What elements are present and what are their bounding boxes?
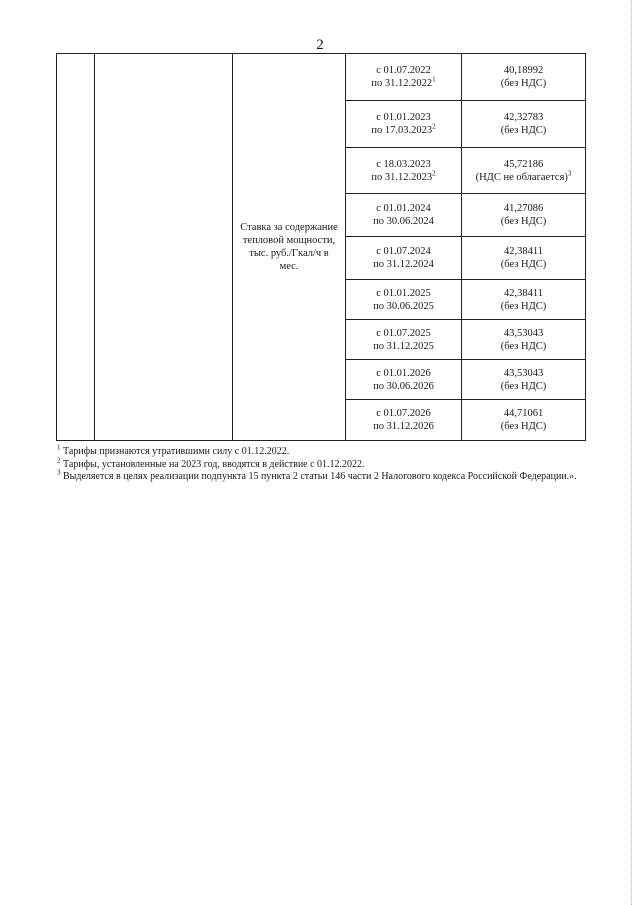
period-to: по 17.03.2023 xyxy=(371,125,433,136)
footnote-ref: 3 xyxy=(567,169,572,177)
period-to: по 31.12.2024 xyxy=(373,259,434,270)
vat-note: (без НДС) xyxy=(500,300,547,312)
period-to: по 30.06.2024 xyxy=(373,216,434,227)
footnote-ref: 1 xyxy=(432,75,436,84)
period-from: с 01.07.2022 xyxy=(376,65,431,76)
footnote-ref: 2 xyxy=(432,122,436,131)
rate-value: 42,38411 xyxy=(504,287,543,299)
period-cell xyxy=(346,101,462,148)
footnote-text: Выделяется в целях реализации подпункта 15 пункта 2 статьи 146 части 2 Налогового кодекса Российской Федерации.». xyxy=(60,471,577,482)
period-cell xyxy=(346,148,462,194)
rate-value: 45,72186 xyxy=(503,158,544,170)
period-cell xyxy=(346,360,462,400)
period-cell xyxy=(346,400,462,441)
page-edge-line xyxy=(631,0,632,905)
rate-value: 41,27086 xyxy=(503,203,544,214)
period-to: по 31.12.2025 xyxy=(373,340,434,352)
footnote-text: Тарифы, установленные на 2023 год, вводятся в действие с 01.12.2022. xyxy=(60,458,365,470)
period-from: с 01.01.2026 xyxy=(376,367,431,379)
vat-note: (без НДС) xyxy=(500,380,547,392)
rate-value: 42,38411 xyxy=(504,246,543,257)
period-to: по 30.06.2025 xyxy=(373,300,434,312)
vat-note: (без НДС) xyxy=(500,125,547,136)
period-from: с 01.01.2025 xyxy=(376,287,431,299)
value-cell xyxy=(462,320,586,360)
value-cell xyxy=(462,360,586,400)
value-cell xyxy=(462,148,586,194)
parameter-label: Ставка за содержание тепловой мощности, тыс. руб./Гкал/ч в мес. xyxy=(240,222,338,272)
footnote-ref: 2 xyxy=(432,169,436,177)
vat-note: (без НДС) xyxy=(500,259,547,270)
organization-cell xyxy=(95,54,233,441)
footnote-mark: 1 xyxy=(57,443,61,452)
period-cell xyxy=(346,194,462,237)
period-from: с 01.07.2024 xyxy=(376,246,431,257)
vat-note: (без НДС) xyxy=(500,78,547,89)
period-from: с 01.07.2025 xyxy=(376,327,431,339)
tariff-table xyxy=(56,53,586,441)
table-row xyxy=(57,54,586,101)
period-to: по 31.12.2023 xyxy=(371,171,433,183)
vat-note: (без НДС) xyxy=(500,216,547,227)
footnote xyxy=(57,456,617,472)
footnote-mark: 3 xyxy=(57,468,61,477)
period-from: с 01.07.2026 xyxy=(376,408,431,419)
value-cell xyxy=(462,237,586,280)
rate-value: 40,18992 xyxy=(503,65,544,76)
period-from: с 01.01.2024 xyxy=(376,203,431,214)
period-to: по 31.12.2022 xyxy=(371,78,433,89)
vat-note: (НДС не облагается) xyxy=(475,171,568,183)
period-cell xyxy=(346,54,462,101)
parameter-cell xyxy=(233,54,346,441)
footnote xyxy=(57,443,617,459)
footnote-text: Тарифы признаются утратившими силу с 01.12.2022. xyxy=(60,446,290,457)
vat-note: (без НДС) xyxy=(500,421,547,432)
value-cell xyxy=(462,280,586,320)
footnotes xyxy=(57,443,617,484)
value-cell xyxy=(462,54,586,101)
period-to: по 31.12.2026 xyxy=(373,421,434,432)
value-cell xyxy=(462,194,586,237)
rate-value: 42,32783 xyxy=(503,112,544,123)
footnote xyxy=(57,468,617,484)
footnote-mark: 2 xyxy=(57,456,61,465)
period-from: с 18.03.2023 xyxy=(376,158,431,170)
page-number: 2 xyxy=(316,37,324,53)
index-cell xyxy=(57,54,95,441)
rate-value: 44,71061 xyxy=(503,408,544,419)
period-to: по 30.06.2026 xyxy=(373,380,434,392)
period-from: с 01.01.2023 xyxy=(376,112,431,123)
period-cell xyxy=(346,280,462,320)
vat-note: (без НДС) xyxy=(500,340,547,352)
rate-value: 43,53043 xyxy=(503,327,544,339)
value-cell xyxy=(462,101,586,148)
value-cell xyxy=(462,400,586,441)
rate-value: 43,53043 xyxy=(503,367,544,379)
period-cell xyxy=(346,237,462,280)
period-cell xyxy=(346,320,462,360)
